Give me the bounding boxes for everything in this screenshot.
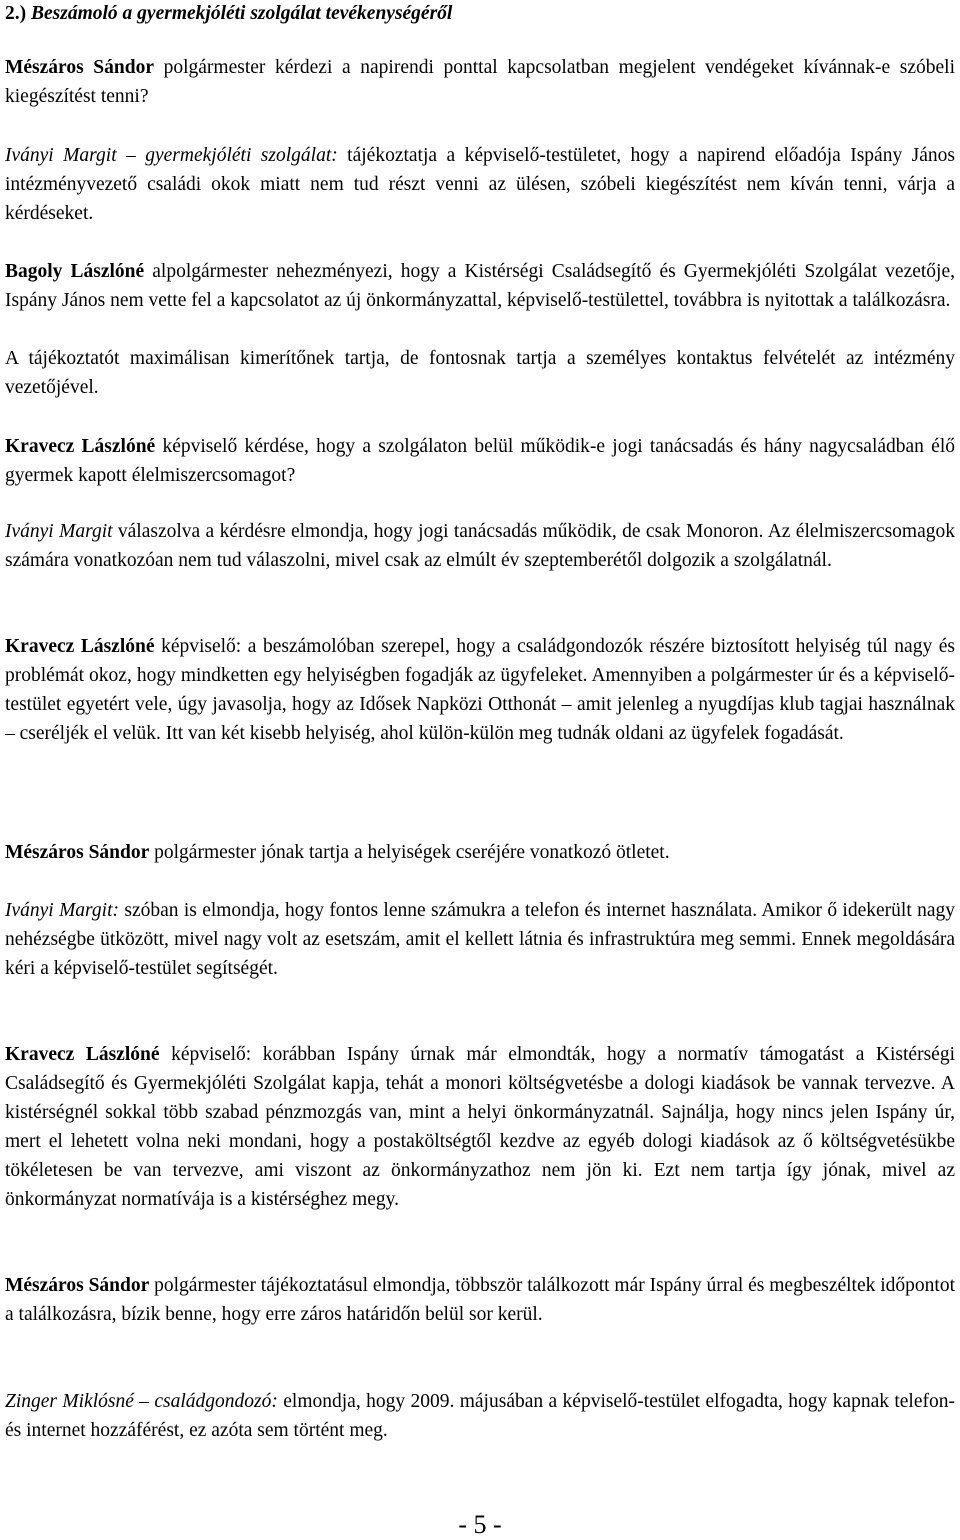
paragraph-kravecz-question <box>5 433 955 491</box>
paragraph-text: elmondja, hogy 2009. májusában a képviselő-testület elfogadta, hogy kapnak telefon- és internet hozzáférést, ez azóta sem történt meg. <box>5 1391 955 1441</box>
speaker-name: Kravecz Lászlóné <box>5 636 155 657</box>
paragraph-tajekoztato <box>5 345 955 403</box>
paragraph-text: polgármester jónak tartja a helyiségek cseréjére vonatkozó ötletet. <box>149 842 670 863</box>
speaker-name: Iványi Margit <box>5 521 113 542</box>
page-number: - 5 - <box>458 1510 502 1539</box>
paragraph-mayor-meeting <box>5 1272 955 1330</box>
paragraph-text: szóban is elmondja, hogy fontos lenne számukra a telefon és internet használata. Amikor ő idekerült nagy nehézségbe ütközött, mivel nagy volt az esetszám, amit el kellett látnia és infrastruktúra meg semmi. Ennek megoldására kéri a képviselő-testület segítségét. <box>5 900 955 979</box>
section-number: 2.) <box>5 3 27 24</box>
section-heading <box>5 1 452 27</box>
speaker-name: Bagoly Lászlóné <box>5 261 145 282</box>
speaker-name: Kravecz Lászlóné <box>5 1044 160 1065</box>
paragraph-kravecz-budget <box>5 1041 955 1214</box>
paragraph-text: képviselő: korábban Ispány úrnak már elmondták, hogy a normatív támogatást a Kistérségi Családsegítő és Gyermekjóléti Szolgálat kapja, tehát a monori költségvetésbe a dologi kiadások be vannak tervezve. A kistérségnél sokkal több szabad pénzmozgás van, mint a helyi önkormányzatnál. Sajnálja, hogy nincs jelen Ispány úr, mert el lehetett volna neki mondani, hogy a postaköltségtől kezdve az egyéb dologi kiadások az ő költségvetésükbe tökéletesen be van tervezve, ami viszont az önkormányzathoz nem jön ki. Ezt nem tartja így jónak, mivel az önkormányzat normatívája is a kistérséghez megy. <box>5 1044 955 1210</box>
speaker-name: Kravecz Lászlóné <box>5 436 156 457</box>
speaker-name: Mészáros Sándor <box>5 1275 150 1296</box>
speaker-name: Mészáros Sándor <box>5 57 154 78</box>
paragraph-text: polgármester tájékoztatásul elmondja, többször találkozott már Ispány úrral és megbeszéltek időpontot a találkozásra, bízik benne, hogy erre záros határidőn belül sor kerül. <box>5 1275 956 1325</box>
paragraph-mayor-agree <box>5 839 955 868</box>
speaker-name: Zinger Miklósné – családgondozó: <box>5 1391 278 1412</box>
paragraph-ivanyi-phone <box>5 897 955 984</box>
paragraph-kravecz-rooms <box>5 633 955 749</box>
paragraph-text: képviselő kérdése, hogy a szolgálaton belül működik-e jogi tanácsadás és hány nagycsaládban élő gyermek kapott élelmiszercsomagot? <box>5 436 955 486</box>
paragraph-text: polgármester kérdezi a napirendi ponttal kapcsolatban megjelent vendégeket kívánnak-e szóbeli kiegészítést tenni? <box>5 57 956 107</box>
speaker-name: Iványi Margit: <box>5 900 120 921</box>
paragraph-text: tájékoztatja a képviselő-testületet, hogy a napirend előadója Ispány János intézményvezető családi okok miatt nem tud részt venni az ülésen, szóbeli kiegészítést nem kíván tenni, várja a kérdéseket. <box>5 145 955 224</box>
section-title: Beszámoló a gyermekjóléti szolgálat tevékenységéről <box>31 3 453 24</box>
paragraph-ivanyi-intro <box>5 142 955 229</box>
speaker-name: Mészáros Sándor <box>5 842 150 863</box>
paragraph-text: alpolgármester nehezményezi, hogy a Kistérségi Családsegítő és Gyermekjóléti Szolgálat vezetője, Ispány János nem vette fel a kapcsolatot az új önkormányzattal, képviselő-testülettel, továbbra is nyitottak a találkozásra. <box>5 261 955 311</box>
paragraph-zinger <box>5 1388 955 1446</box>
paragraph-text: képviselő: a beszámolóban szerepel, hogy a családgondozók részére biztosított helyiség túl nagy és problémát okoz, hogy mindketten egy helyiségben fogadják az ügyfeleket. Amennyiben a polgármester úr és a képviselő-testület egyetért vele, úgy javasolja, hogy az Idősek Napközi Otthonát – amit jelenleg a nyugdíjas klub tagjai használnak – cseréljék el velük. Itt van két kisebb helyiség, ahol külön-külön meg tudnák oldani az ügyfelek fogadását. <box>5 636 955 744</box>
paragraph-text: A tájékoztatót maximálisan kimerítőnek tartja, de fontosnak tartja a személyes kontaktus felvételét az intézmény vezetőjével. <box>5 348 955 398</box>
paragraph-bagoly <box>5 258 955 316</box>
paragraph-text: válaszolva a kérdésre elmondja, hogy jogi tanácsadás működik, de csak Monoron. Az élelmiszercsomagok számára vonatkozóan nem tud válaszolni, mivel csak az elmúlt év szeptemberétől dolgozik a szolgálatnál. <box>5 521 955 571</box>
paragraph-ivanyi-answer <box>5 518 955 576</box>
paragraph-mayor-question <box>5 54 955 112</box>
speaker-name: Iványi Margit – gyermekjóléti szolgálat: <box>5 145 338 166</box>
